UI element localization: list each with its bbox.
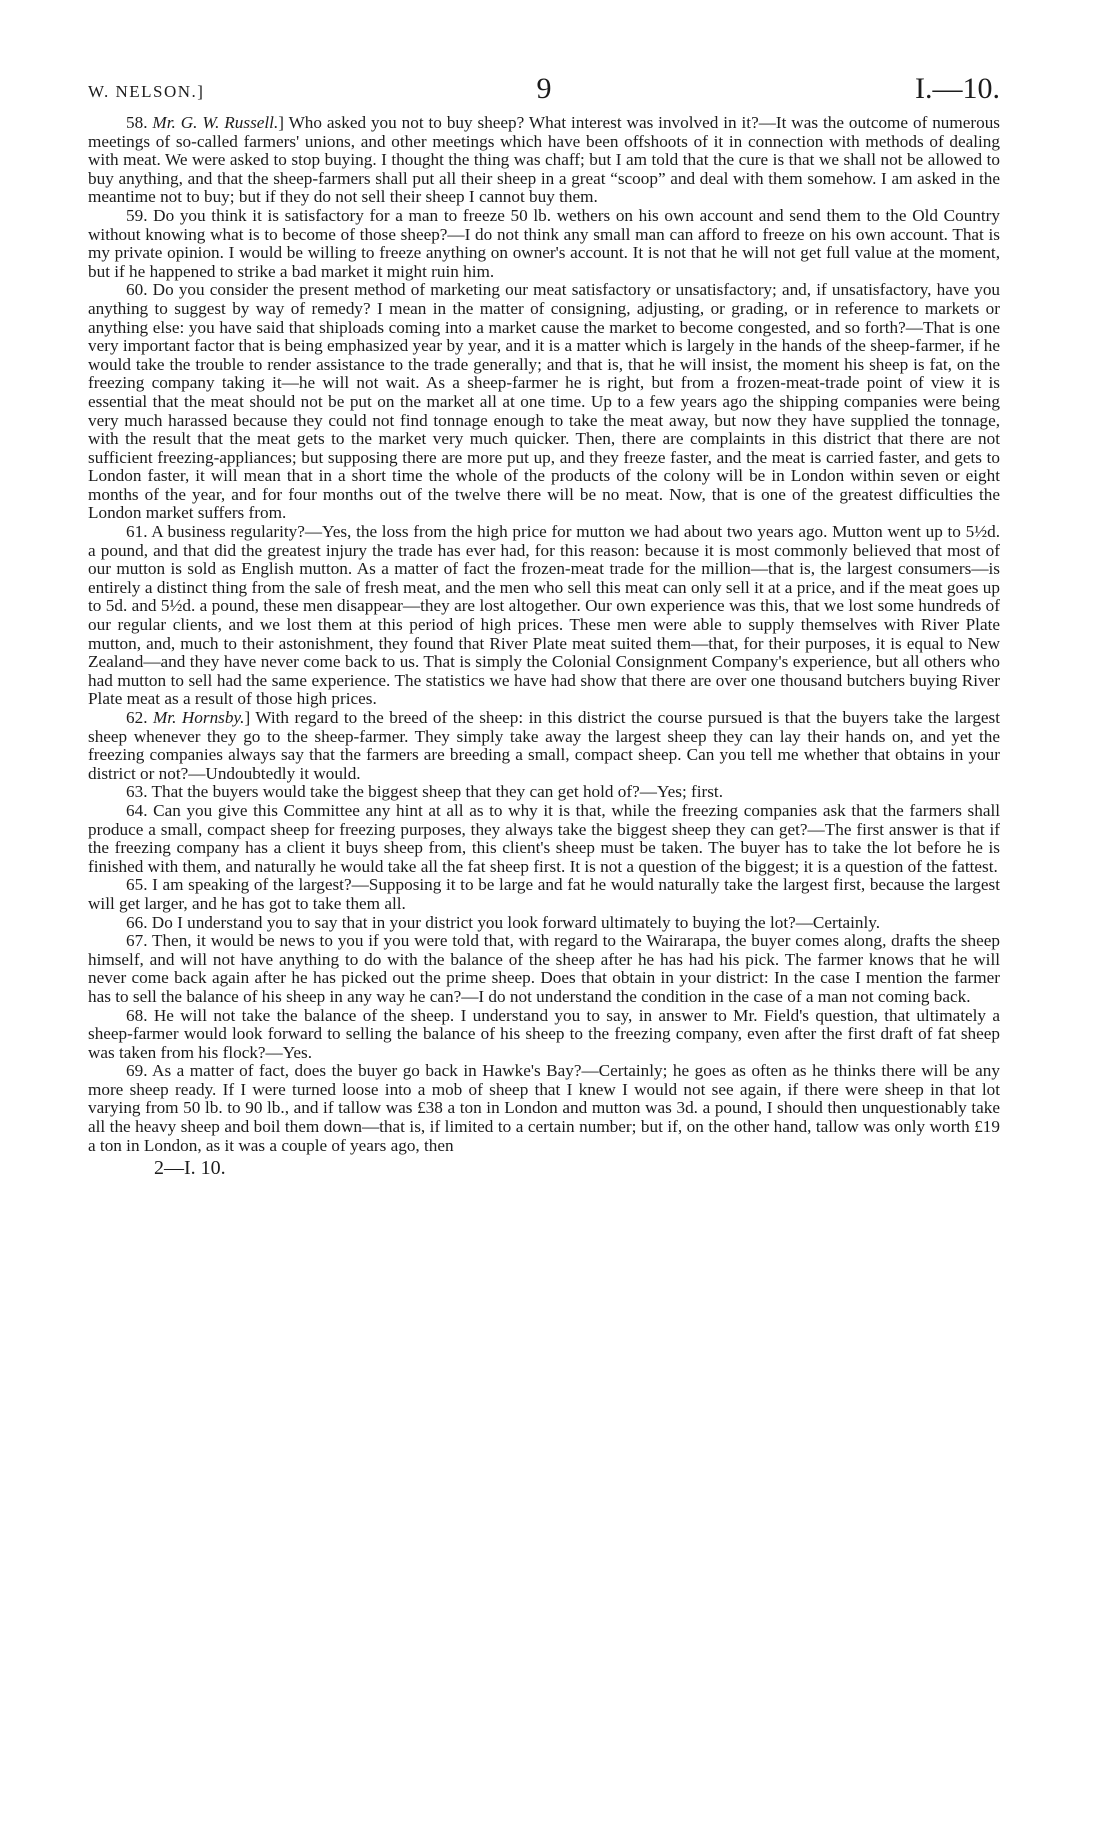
question-paragraph xyxy=(88,1007,1000,1063)
question-paragraph xyxy=(88,709,1000,783)
question-number: 69. xyxy=(126,1061,153,1081)
paragraph-text: I am speaking of the largest?—Supposing it to be large and fat he would naturally take the largest first, because the largest will get larger, and he has got to take them all. xyxy=(88,875,1000,913)
question-paragraph xyxy=(88,1062,1000,1155)
paragraph-text: A business regularity?—Yes, the loss from the high price for mutton we had about two years ago. Mutton went up to 5½d. a pound, and that did the greatest injury the trade has ever had, for this reason: because it is most commonly believed that most of our mutton is sold as English mutton. As a matter of fact the frozen-meat trade for the million—that is, the largest consumers—is entirely a distinct thing from the sale of fresh meat, and the men who sell this meat can only sell it at a price, and if the meat goes up to 5d. and 5½d. a pound, these men disappear—they are lost altogether. Our own experience was this, that we lost some hundreds of our regular clients, and we lost them at this period of high prices. These men were able to supply themselves with River Plate mutton, and, much to their astonishment, they found that River Plate meat suited them—that, for their purposes, it is equal to New Zealand—and they have never come back to us. That is simply the Colonial Consignment Company's experience, but all others who had mutton to sell had the same experience. The statistics we have had show that there are over one thousand butchers buying River Plate meat as a result of those high prices. xyxy=(88,522,1000,709)
question-number: 65. xyxy=(126,875,153,895)
paragraph-text: Do you consider the present method of marketing our meat satisfactory or unsatisfactory; and, if unsatisfactory, have you anything to suggest by way of remedy? I mean in the matter of consigning, adjusting, or grading, or in reference to markets or anything else: you have said that shiploads coming into a market cause the market to become congested, and so forth?—That is one very important factor that is being emphasized year by year, and it is a matter which is largely in the hands of the sheep-farmer, if he would take the trouble to render assistance to the trade generally; and that is, that he will insist, the moment his sheep is fat, on the freezing company taking it—he will not wait. As a sheep-farmer he is right, but from a frozen-meat-trade point of view it is essential that the meat should not be put on the market all at one time. Up to a few years ago the shipping companies were being very much harassed because they could not find tonnage enough to take the meat away, but now they have supplied the tonnage, with the result that the meat gets to the market very much quicker. Then, there are complaints in this district that there are not sufficient freezing-appliances; but supposing there are more put up, and they freeze faster, and the meat is carried faster, and gets to London faster, it will mean that in a short time the whole of the products of the colony will be in London within seven or eight months of the year, and for four months out of the twelve there will be no meat. Now, that is one of the greatest difficulties the London market suffers from. xyxy=(88,280,1001,523)
question-paragraph xyxy=(88,914,1000,933)
page-number: 9 xyxy=(536,72,552,105)
question-paragraph xyxy=(88,876,1000,913)
question-paragraph xyxy=(88,802,1000,876)
question-paragraph xyxy=(88,281,1000,523)
question-number: 58. xyxy=(126,113,153,132)
question-number: 66. xyxy=(126,912,152,932)
paper-reference: I.—10. xyxy=(915,72,1000,105)
paragraph-text: ] With regard to the breed of the sheep: in this district the course pursued is that the buyers take the largest sheep whenever they go to the sheep-farmer. They simply take away the largest sheep they can lay their hands on, and yet the freezing companies always say that the farmers are breeding a small, compact sheep. Can you tell me whether that obtains in your district or not?—Undoubtedly it would. xyxy=(88,708,1000,783)
evidence-body xyxy=(88,114,1000,1155)
question-number: 62. xyxy=(126,708,153,727)
question-number: 60. xyxy=(126,280,153,300)
question-paragraph xyxy=(88,932,1000,1006)
paragraph-text: Do I understand you to say that in your district you look forward ultimately to buying the lot?—Certainly. xyxy=(151,912,881,932)
question-paragraph xyxy=(88,523,1000,709)
document-page xyxy=(88,72,1000,1180)
question-paragraph xyxy=(88,114,1000,207)
question-paragraph xyxy=(88,207,1000,281)
paragraph-text: ] Who asked you not to buy sheep? What interest was involved in it?—It was the outcome of numerous meetings of so-called farmers' unions, and other meetings which have been offshoots of it in connection with methods of dealing with meat. We were asked to stop buying. I thought the thing was chaff; but I am told that the cure is that we shall not be allowed to buy anything, and that the sheep-farmers shall put all their sheep in a great “scoop” and deal with them somehow. I am asked in the meantime not to buy; but if they do not sell their sheep I cannot buy them. xyxy=(88,113,1000,207)
paragraph-text: Can you give this Committee any hint at all as to why it is that, while the freezing companies ask that the farmers shall produce a small, compact sheep for freezing purposes, they always take the biggest sheep they can get?—The first answer is that if the freezing company has a client it buys sheep from, this client's sheep must be taken. The buyer has to take the lot before he is finished with them, and naturally he would take all the fat sheep first. It is not a question of the biggest; it is a question of the fattest. xyxy=(88,800,1001,876)
question-number: 64. xyxy=(126,800,154,820)
question-number: 63. xyxy=(126,782,152,802)
question-number: 61. xyxy=(126,522,152,542)
question-number: 68. xyxy=(126,1005,154,1025)
question-paragraph xyxy=(88,783,1000,802)
paragraph-text: Do you think it is satisfactory for a man to freeze 50 lb. wethers on his own account and send them to the Old Country without knowing what is to become of those sheep?—I do not think any small man can afford to freeze on his own account. That is my private opinion. I would be willing to freeze anything on owner's account. It is not that he will not get full value at the moment, but if he happened to strike a bad market it might ruin him. xyxy=(88,205,1000,281)
paragraph-text: As a matter of fact, does the buyer go back in Hawke's Bay?—Certainly; he goes as often as he thinks there will be any more sheep ready. If I were turned loose into a mob of sheep that I knew I would not see again, if there were sheep in that lot varying from 50 lb. to 90 lb., and if tallow was £38 a ton in London and mutton was 3d. a pound, I should then unquestionably take all the heavy sheep and boil them down—that is, if limited to a certain number; but if, on the other hand, tallow was only worth £19 a ton in London, as it was a couple of years ago, then xyxy=(88,1061,1000,1155)
printer-signature: 2—I. 10. xyxy=(154,1157,226,1180)
page-header xyxy=(88,72,1000,112)
question-number: 59. xyxy=(126,205,154,225)
question-number: 67. xyxy=(126,931,152,951)
speaker-name: Mr. G. W. Russell. xyxy=(152,113,279,132)
paragraph-text: That the buyers would take the biggest sheep that they can get hold of?—Yes; first. xyxy=(151,782,724,802)
paragraph-text: Then, it would be news to you if you were told that, with regard to the Wairarapa, the buyer comes along, drafts the sheep himself, and will not have anything to do with the balance of the sheep after he has had his pick. The farmer knows that he will never come back again after he has picked out the prime sheep. Does that obtain in your district: In the case I mention the farmer has to sell the balance of his sheep in any way he can?—I do not understand the condition in the case of a man not coming back. xyxy=(88,931,1000,1006)
witness-name-header: W. NELSON.] xyxy=(88,82,205,101)
speaker-name: Mr. Hornsby. xyxy=(152,708,245,727)
paragraph-text: He will not take the balance of the sheep. I understand you to say, in answer to Mr. Field's question, that ultimately a sheep-farmer would look forward to selling the balance of his sheep to the freezing company, even after the first draft of fat sheep was taken from his flock?—Yes. xyxy=(88,1005,1001,1062)
